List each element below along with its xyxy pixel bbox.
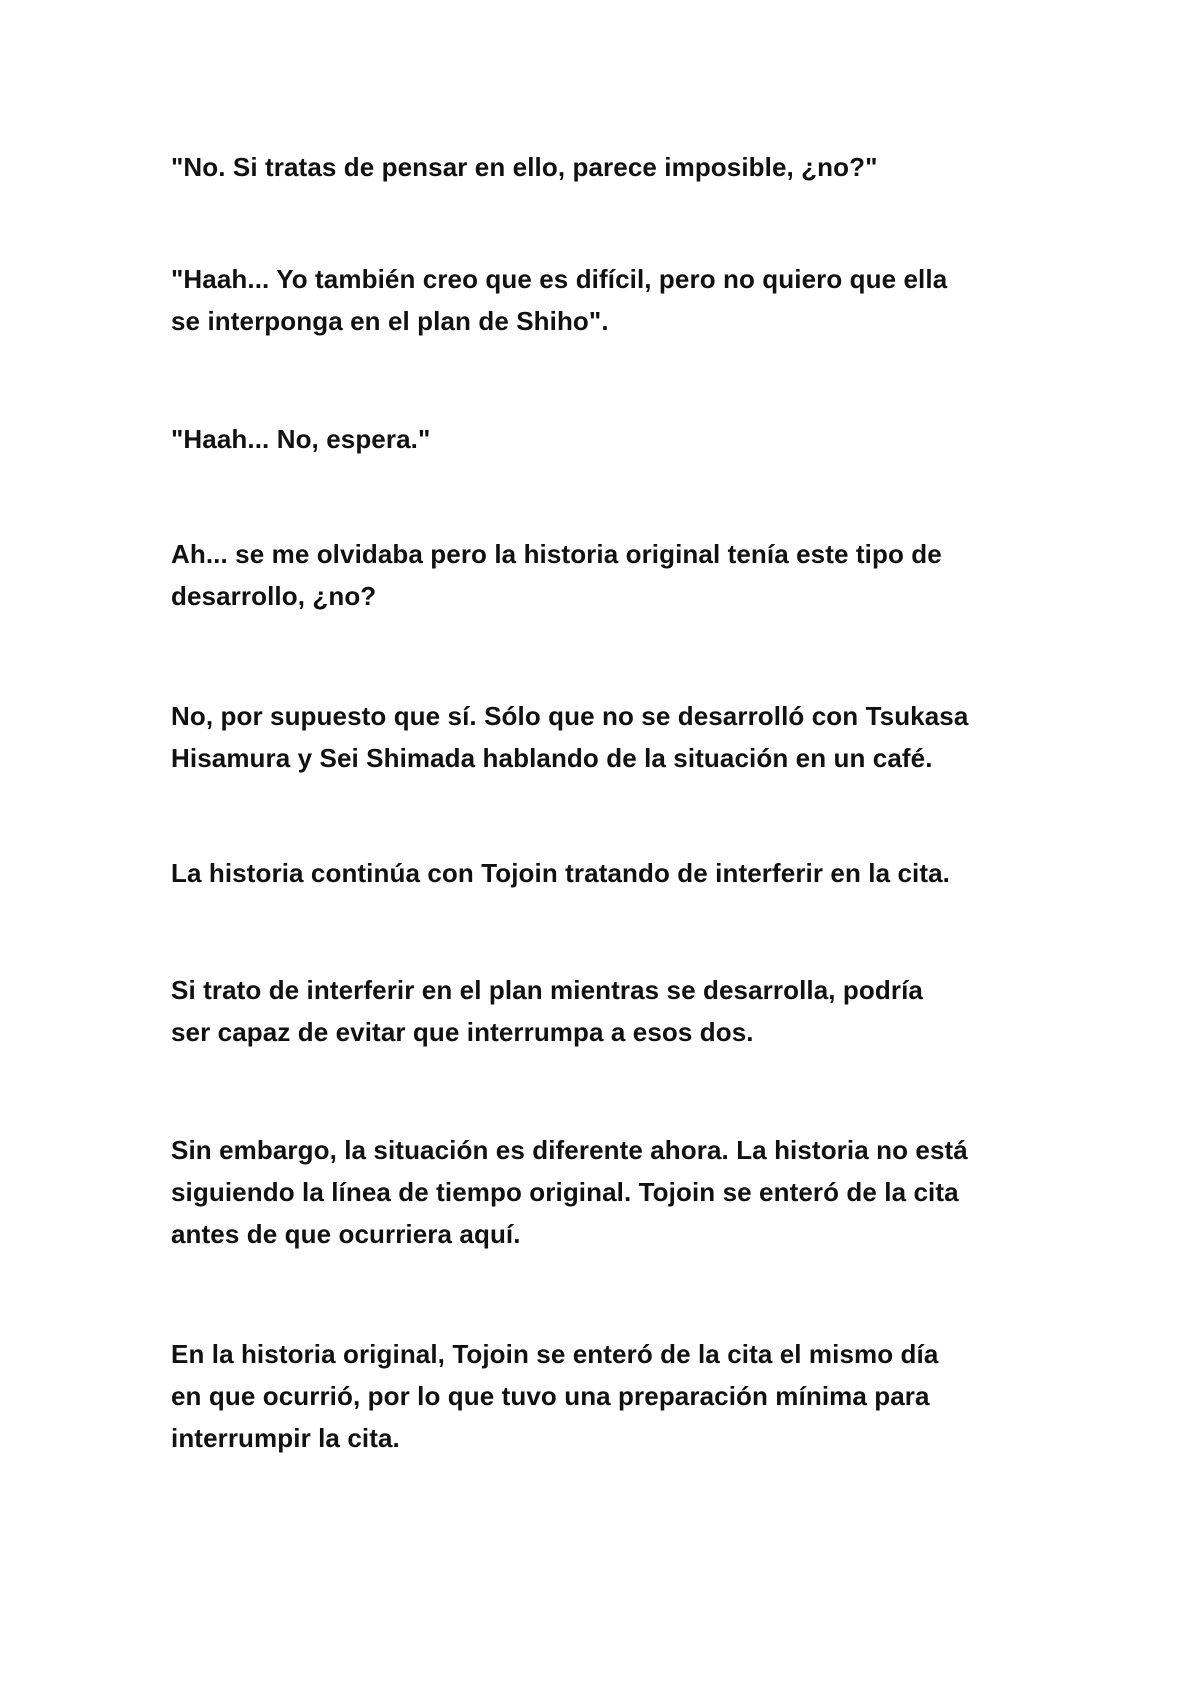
paragraph-3 xyxy=(171,418,1051,460)
paragraph-6 xyxy=(171,852,1051,894)
paragraph-4 xyxy=(171,533,1051,617)
paragraph-8 xyxy=(171,1129,1051,1255)
text-line: "No. Si tratas de pensar en ello, parece imposible, ¿no?" xyxy=(171,152,878,182)
text-line: en que ocurrió, por lo que tuvo una preparación mínima para xyxy=(171,1381,930,1411)
text-line: siguiendo la línea de tiempo original. Tojoin se enteró de la cita xyxy=(171,1177,959,1207)
text-line: antes de que ocurriera aquí. xyxy=(171,1219,521,1249)
text-line: Hisamura y Sei Shimada hablando de la situación en un café. xyxy=(171,743,933,773)
text-line: Sin embargo, la situación es diferente ahora. La historia no está xyxy=(171,1135,968,1165)
text-line: desarrollo, ¿no? xyxy=(171,581,377,611)
text-line: Ah... se me olvidaba pero la historia original tenía este tipo de xyxy=(171,539,942,569)
paragraph-2 xyxy=(171,258,1051,342)
text-line: ser capaz de evitar que interrumpa a esos dos. xyxy=(171,1017,754,1047)
paragraph-1 xyxy=(171,146,1051,188)
text-line: se interponga en el plan de Shiho". xyxy=(171,306,609,336)
text-line: La historia continúa con Tojoin tratando de interferir en la cita. xyxy=(171,858,950,888)
text-line: interrumpir la cita. xyxy=(171,1423,400,1453)
paragraph-9 xyxy=(171,1333,1051,1459)
text-line: "Haah... Yo también creo que es difícil, pero no quiero que ella xyxy=(171,264,948,294)
paragraph-7 xyxy=(171,969,1051,1053)
text-line: En la historia original, Tojoin se enteró de la cita el mismo día xyxy=(171,1339,939,1369)
paragraph-5 xyxy=(171,695,1051,779)
text-line: No, por supuesto que sí. Sólo que no se desarrolló con Tsukasa xyxy=(171,701,969,731)
text-line: "Haah... No, espera." xyxy=(171,424,431,454)
text-line: Si trato de interferir en el plan mientras se desarrolla, podría xyxy=(171,975,923,1005)
